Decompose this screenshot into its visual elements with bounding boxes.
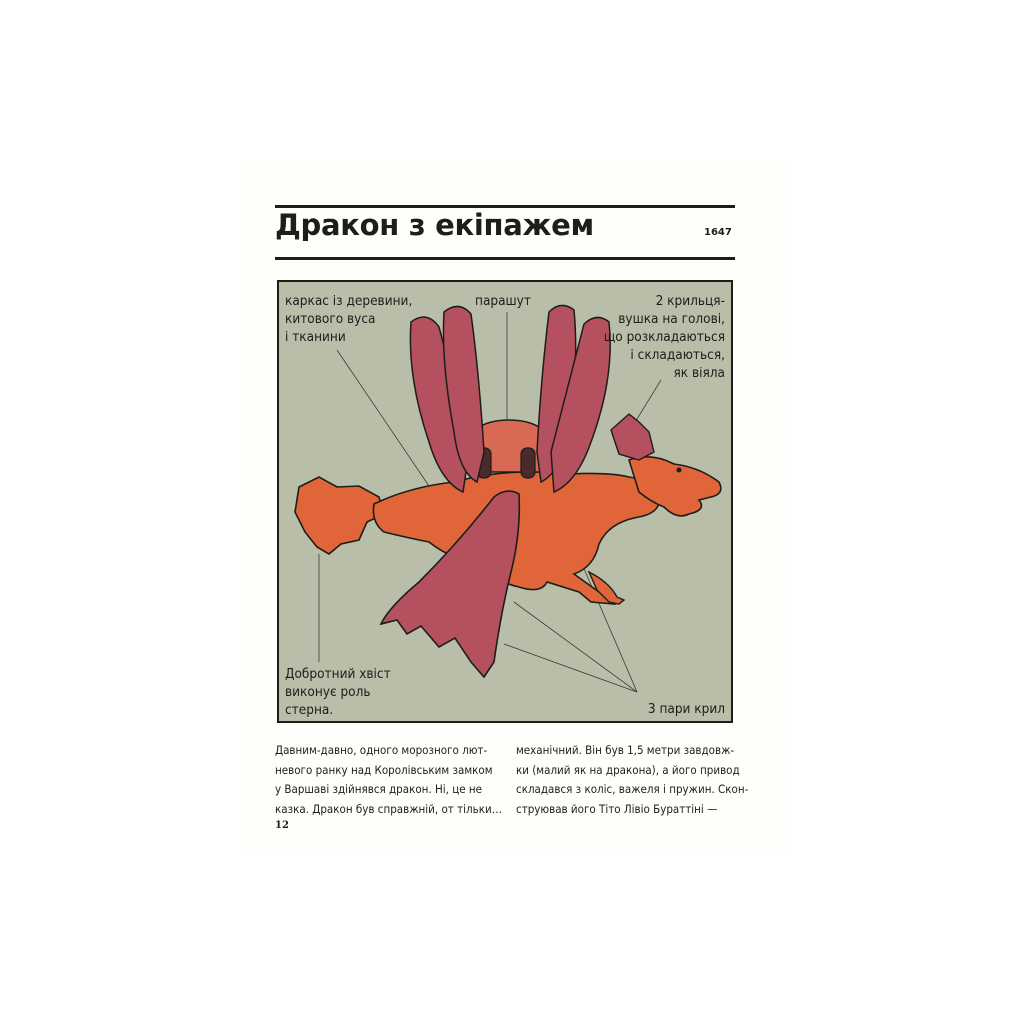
page-number: 12 bbox=[275, 820, 289, 831]
label-head-fans: 2 крильця- вушка на голові, що розкладаються і складаються, як віяла bbox=[603, 293, 725, 381]
year-label: 1647 bbox=[704, 227, 732, 238]
text-column-2: механічний. Він був 1,5 метри завдовж- ки (малий як на дракона), а його привод складався з коліс, важеля і пружин. Скон- струював його Тіто Лівіо Бураттіні — bbox=[516, 743, 749, 816]
title-underline bbox=[275, 257, 735, 260]
dragon-eye bbox=[677, 468, 682, 473]
head-fan-wing bbox=[611, 414, 654, 460]
dragon-illustration bbox=[277, 280, 733, 723]
label-wings: 3 пари крил bbox=[647, 701, 725, 717]
label-frame: каркас із деревини, китового вуса і тканини bbox=[285, 293, 413, 345]
label-parachute: парашут bbox=[475, 293, 531, 309]
tail-fin bbox=[295, 477, 384, 554]
text-column-1: Давним-давно, одного морозного лют- невого ранку над Королівським замком у Варшаві здійнявся дракон. Ні, це не казка. Дракон був справжній, от тільки… bbox=[275, 743, 503, 816]
page-title: Дракон з екіпажем bbox=[275, 208, 594, 242]
label-tail: Добротний хвіст виконує роль стерна. bbox=[285, 666, 391, 718]
